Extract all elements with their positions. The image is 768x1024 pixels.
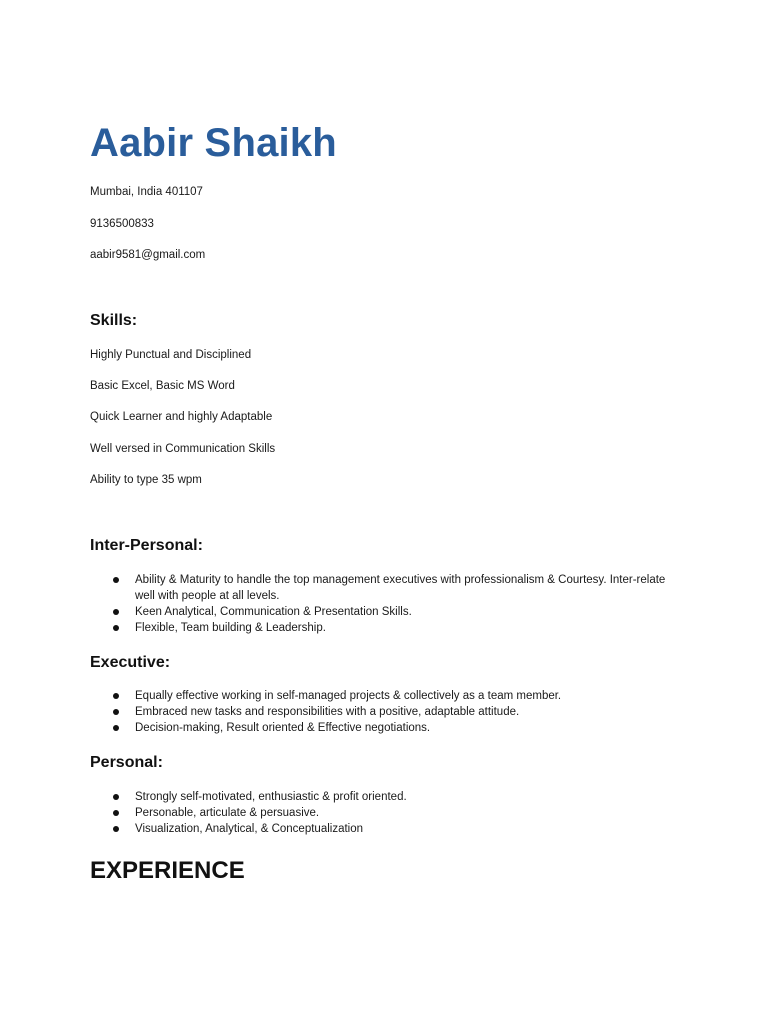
bullet-icon xyxy=(113,609,119,615)
bullet-icon xyxy=(113,810,119,816)
email-address: aabir9581@gmail.com xyxy=(90,249,206,261)
phone-number: 9136500833 xyxy=(90,218,154,230)
bullet-icon xyxy=(113,794,119,800)
bullet-icon xyxy=(113,826,119,832)
list-item xyxy=(90,704,670,720)
candidate-name: Aabir Shaikh xyxy=(90,121,337,165)
list-item xyxy=(90,572,670,604)
list-item-text: Flexible, Team building & Leadership. xyxy=(135,622,326,634)
bullet-icon xyxy=(113,625,119,631)
skill-item: Ability to type 35 wpm xyxy=(90,474,202,486)
list-item xyxy=(90,821,670,837)
skills-heading: Skills: xyxy=(90,312,138,329)
list-item xyxy=(90,789,670,805)
bullet-icon xyxy=(113,709,119,715)
list-item-text: Decision-making, Result oriented & Effective negotiations. xyxy=(135,722,431,734)
list-item xyxy=(90,620,670,636)
list-item-text: Personable, articulate & persuasive. xyxy=(135,807,320,819)
personal-heading: Personal: xyxy=(90,754,163,771)
personal-list xyxy=(90,789,670,837)
list-item xyxy=(90,604,670,620)
executive-list xyxy=(90,688,670,736)
inter-personal-heading: Inter-Personal: xyxy=(90,537,203,554)
list-item xyxy=(90,720,670,736)
skill-item: Basic Excel, Basic MS Word xyxy=(90,380,235,392)
skill-item: Quick Learner and highly Adaptable xyxy=(90,411,273,423)
list-item-text: Embraced new tasks and responsibilities with a positive, adaptable attitude. xyxy=(135,706,520,718)
inter-personal-list xyxy=(90,572,670,636)
bullet-icon xyxy=(113,693,119,699)
experience-heading: EXPERIENCE xyxy=(90,857,245,884)
list-item-text: Ability & Maturity to handle the top management executives with professionalism & Courtesy. Inter-relate well with people at all levels. xyxy=(135,574,666,602)
list-item-text: Equally effective working in self-managed projects & collectively as a team member. xyxy=(135,690,562,702)
list-item xyxy=(90,805,670,821)
address: Mumbai, India 401107 xyxy=(90,186,203,198)
list-item xyxy=(90,688,670,704)
list-item-text: Visualization, Analytical, & Conceptualization xyxy=(135,823,364,835)
executive-heading: Executive: xyxy=(90,654,171,671)
bullet-icon xyxy=(113,725,119,731)
skill-item: Highly Punctual and Disciplined xyxy=(90,349,252,361)
skill-item: Well versed in Communication Skills xyxy=(90,443,276,455)
list-item-text: Keen Analytical, Communication & Presentation Skills. xyxy=(135,606,412,618)
bullet-icon xyxy=(113,577,119,583)
list-item-text: Strongly self-motivated, enthusiastic & profit oriented. xyxy=(135,791,407,803)
